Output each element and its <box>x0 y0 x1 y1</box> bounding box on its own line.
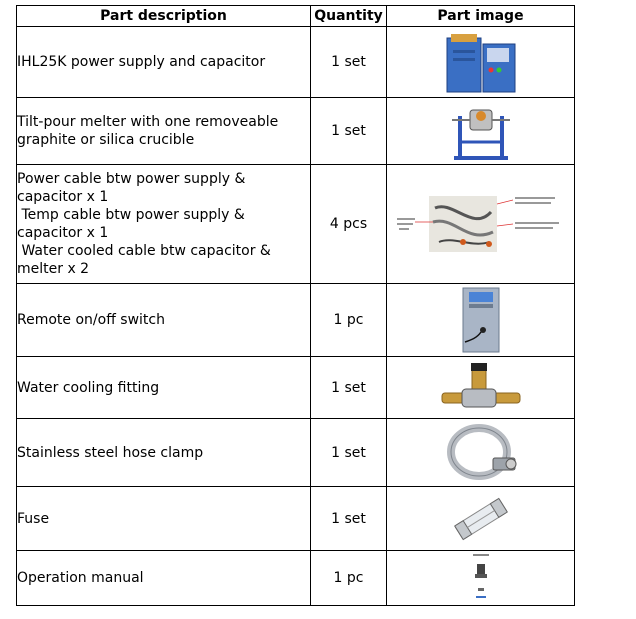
table-row <box>17 98 575 165</box>
image-cell <box>387 357 575 419</box>
manual-icon <box>469 552 493 604</box>
image-cell <box>387 284 575 357</box>
image-cell <box>387 98 575 165</box>
description-line: Stainless steel hose clamp <box>17 444 204 461</box>
description-line: Water cooling fitting <box>17 379 160 396</box>
tilt-pour-melter-icon <box>446 102 516 160</box>
description-cell <box>17 357 311 419</box>
description-line: Operation manual <box>17 570 144 586</box>
image-cell <box>387 551 575 606</box>
quantity-cell: 1 set <box>311 419 387 487</box>
table-row <box>17 419 575 487</box>
remote-switch-icon <box>459 286 503 354</box>
description-line: graphite or silica crucible <box>17 132 195 148</box>
header-description: Part description <box>17 6 311 27</box>
description-cell <box>17 419 311 487</box>
tee-fitting-icon <box>436 359 526 417</box>
description-line: Fuse <box>17 510 50 527</box>
description-line: Temp cable btw power supply & <box>17 207 245 223</box>
hose-clamp-icon <box>441 422 521 484</box>
table-row <box>17 487 575 551</box>
description-line: Remote on/off switch <box>17 312 165 328</box>
quantity-cell: 1 set <box>311 98 387 165</box>
description-cell <box>17 165 311 284</box>
power-supply-cabinet-icon <box>445 30 517 94</box>
table-row <box>17 357 575 419</box>
description-cell <box>17 551 311 606</box>
description-line: IHL25K power supply and capacitor <box>17 54 266 70</box>
quantity-cell: 4 pcs <box>311 165 387 284</box>
description-line: Water cooled cable btw capacitor & <box>17 243 271 259</box>
image-cell <box>387 419 575 487</box>
cables-icon <box>393 192 569 256</box>
header-quantity: Quantity <box>311 6 387 27</box>
description-cell <box>17 487 311 551</box>
table-row <box>17 551 575 606</box>
image-cell <box>387 165 575 284</box>
table-row <box>17 27 575 98</box>
quantity-cell: 1 set <box>311 27 387 98</box>
header-image: Part image <box>387 6 575 27</box>
description-cell <box>17 98 311 165</box>
quantity-cell: 1 pc <box>311 551 387 606</box>
parts-table <box>16 5 575 606</box>
description-line: capacitor x 1 <box>17 189 109 205</box>
image-cell <box>387 27 575 98</box>
description-cell <box>17 27 311 98</box>
fuse-icon <box>451 491 511 547</box>
description-line: Power cable btw power supply & <box>17 171 246 187</box>
quantity-cell: 1 set <box>311 357 387 419</box>
description-line: melter x 2 <box>17 261 90 277</box>
quantity-cell: 1 pc <box>311 284 387 357</box>
quantity-cell: 1 set <box>311 487 387 551</box>
description-line: Tilt-pour melter with one removeable <box>17 114 279 130</box>
description-cell <box>17 284 311 357</box>
description-line: capacitor x 1 <box>17 225 109 241</box>
table-row <box>17 284 575 357</box>
image-cell <box>387 487 575 551</box>
header-row <box>17 6 575 27</box>
table-row <box>17 165 575 284</box>
